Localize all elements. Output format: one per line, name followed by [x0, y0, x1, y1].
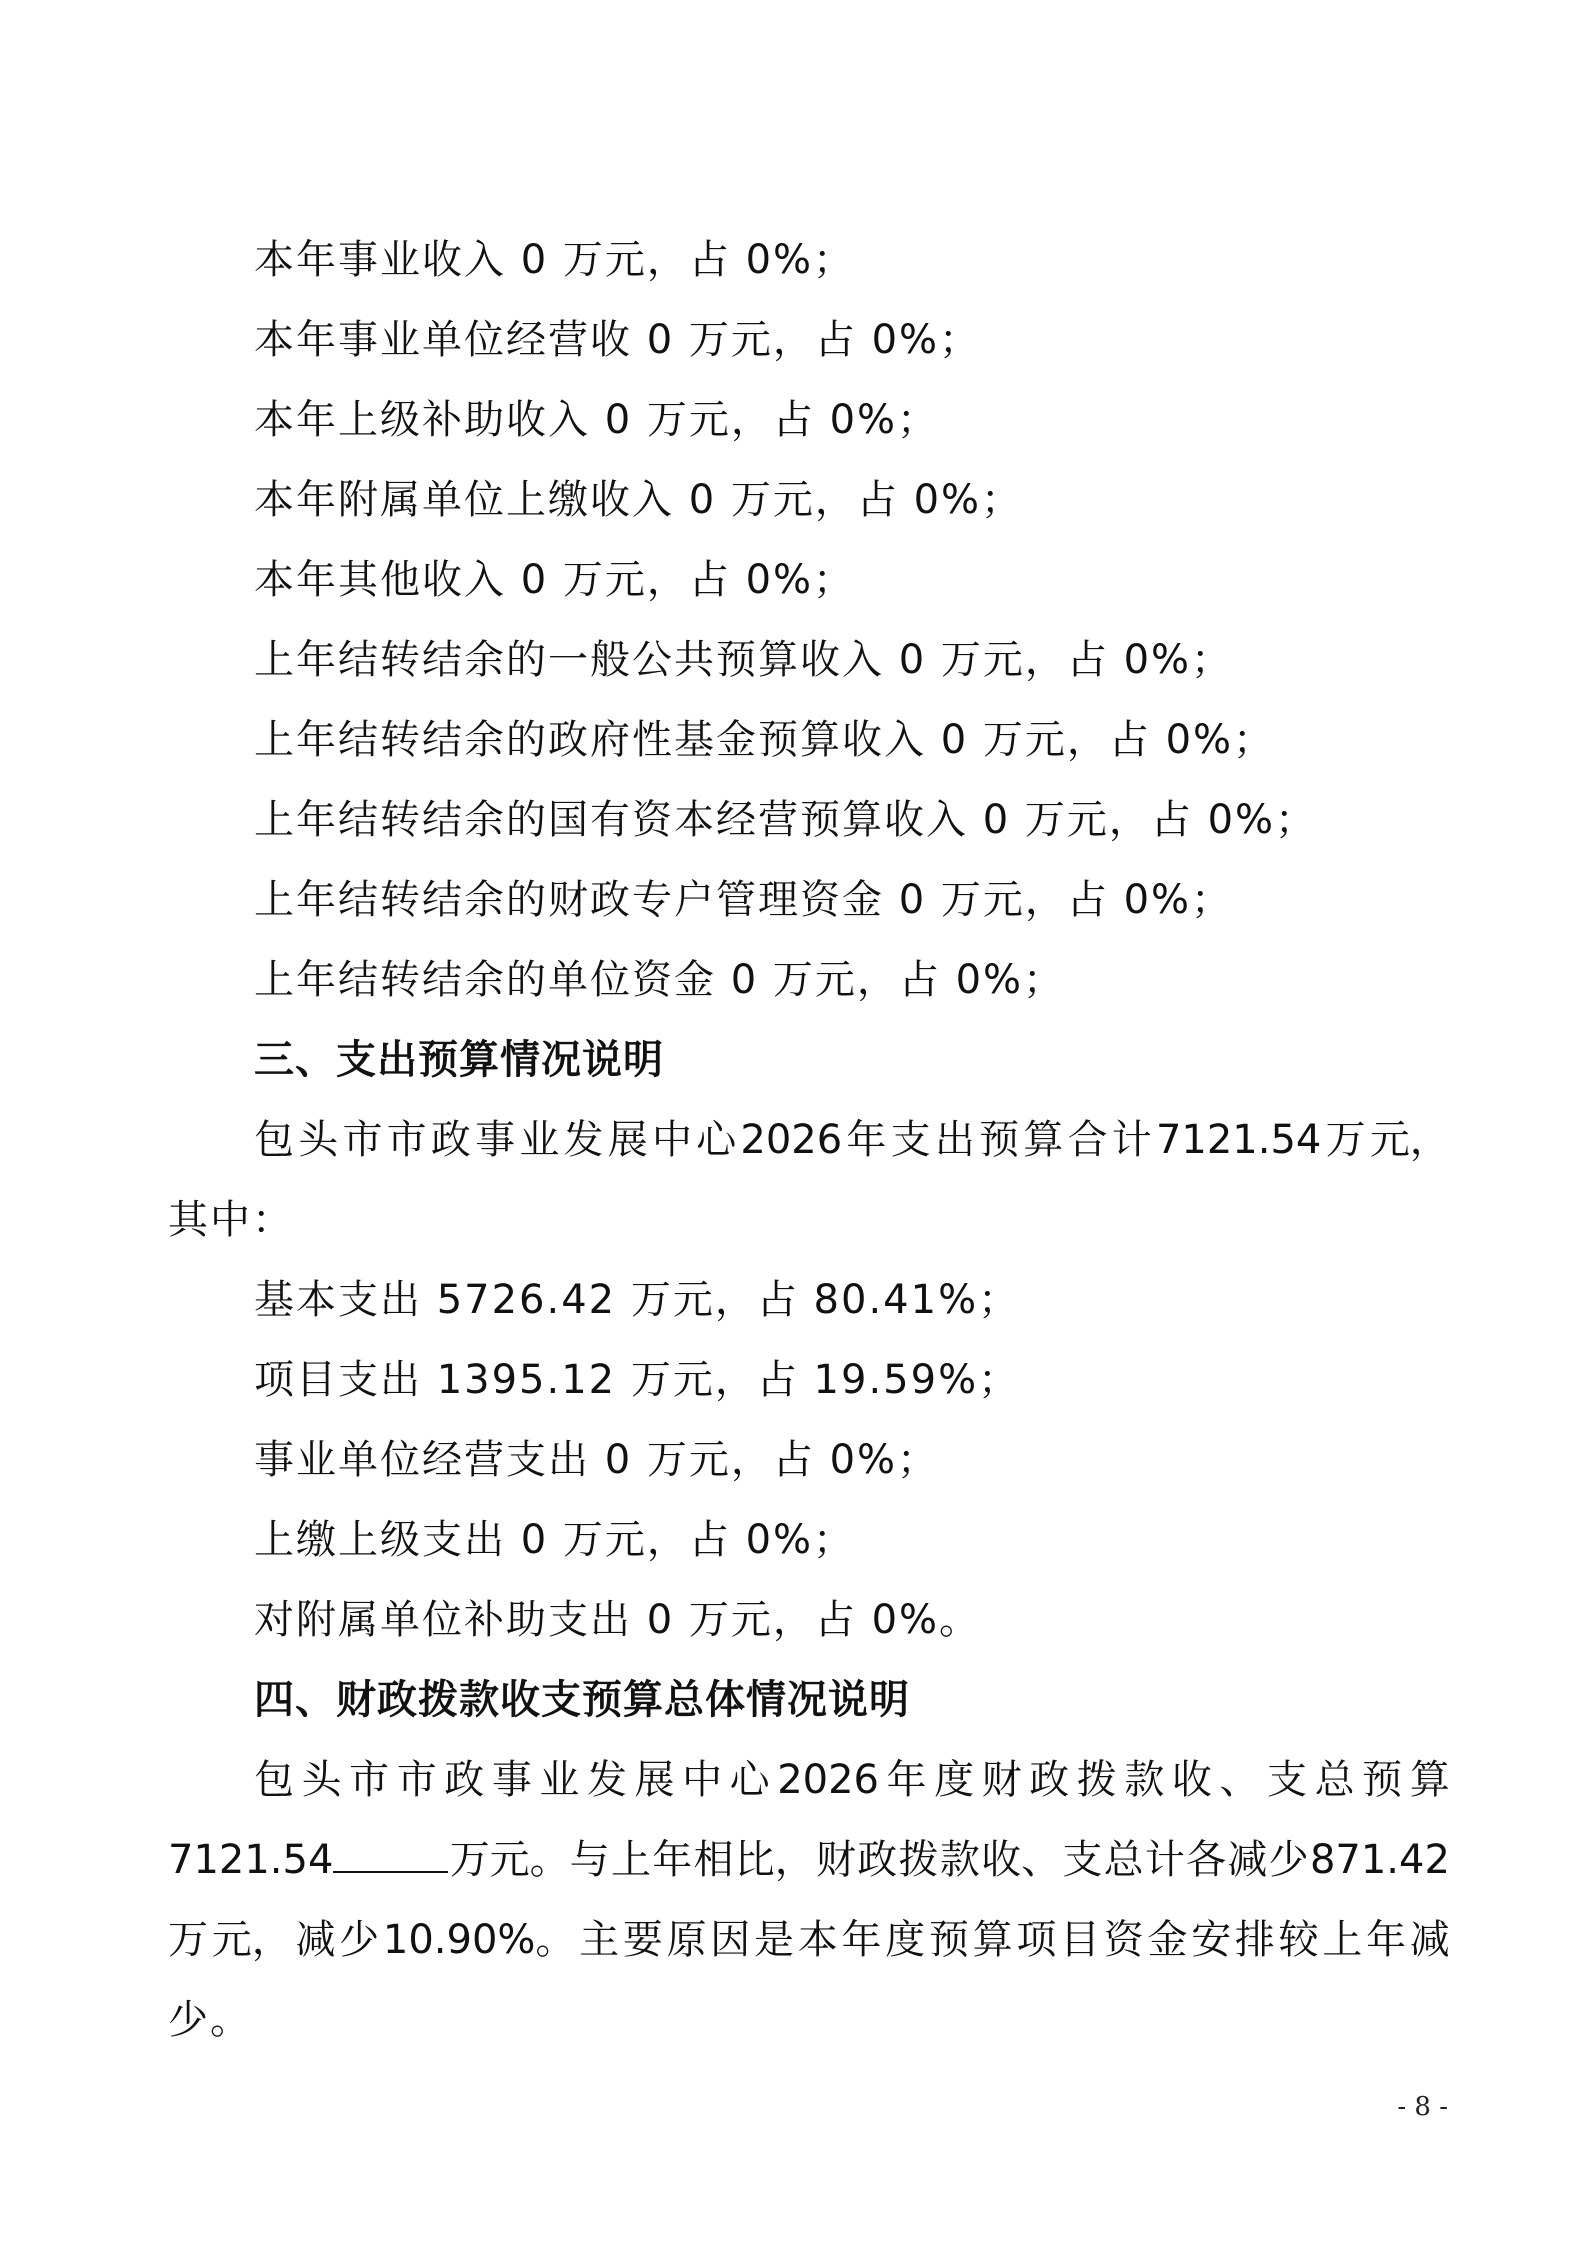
- income-item: 本年上级补助收入 0 万元，占 0%；: [254, 397, 940, 443]
- text-segment: 871.42: [1309, 1837, 1450, 1883]
- text-segment: 比，: [734, 1837, 815, 1883]
- text-segment: 预: [979, 1117, 1020, 1163]
- text-segment: 本: [797, 1917, 838, 1963]
- paragraph-line: [254, 1115, 1450, 1165]
- text-segment: 算: [1023, 1117, 1064, 1163]
- text-segment: 度: [885, 1917, 926, 1963]
- expense-item: 上缴上级支出 0 万元，占 0%；: [254, 1517, 856, 1563]
- paragraph-line: 其中：: [168, 1197, 294, 1243]
- text-segment: 预: [1362, 1757, 1403, 1803]
- text-segment: 减: [295, 1917, 336, 1963]
- text-segment: 市: [396, 1757, 437, 1803]
- text-segment: 减: [1409, 1917, 1450, 1963]
- text-segment: 计: [1111, 1117, 1152, 1163]
- text-segment: 拨: [898, 1837, 939, 1883]
- text-segment: 政: [1029, 1757, 1070, 1803]
- text-segment: 安: [1191, 1917, 1232, 1963]
- amount-with-blank: [168, 1835, 448, 1885]
- text-segment: 上: [1322, 1917, 1363, 1963]
- text-segment: 业: [519, 1117, 560, 1163]
- text-segment: 7121.54: [1155, 1117, 1322, 1163]
- income-item: 上年结转结余的单位资金 0 万元，占 0%；: [254, 957, 1066, 1003]
- text-segment: 政: [444, 1757, 485, 1803]
- text-segment: 市: [349, 1757, 390, 1803]
- text-segment: 头: [298, 1117, 339, 1163]
- text-segment: 算: [972, 1917, 1013, 1963]
- page-number: - 8 -: [1397, 2092, 1448, 2122]
- amount-value: 7121.54: [168, 1837, 334, 1883]
- paragraph-line: [168, 1835, 1450, 1885]
- expense-item: 事业单位经营支出 0 万元，占 0%；: [254, 1437, 940, 1483]
- text-segment: 总: [1314, 1757, 1355, 1803]
- text-segment: 万: [1325, 1117, 1366, 1163]
- paragraph-line: [168, 1915, 1450, 1965]
- text-segment: 收: [1171, 1757, 1212, 1803]
- income-item: 上年结转结余的国有资本经营预算收入 0 万元，占 0%；: [254, 797, 1318, 843]
- text-segment: 市: [342, 1117, 383, 1163]
- text-segment: 政: [430, 1117, 471, 1163]
- text-segment: 年: [886, 1757, 927, 1803]
- text-segment: 款: [939, 1837, 980, 1883]
- text-segment: 年: [1366, 1917, 1407, 1963]
- text-segment: 收、: [981, 1837, 1062, 1883]
- section-heading: 三、支出预算情况说明: [254, 1037, 664, 1083]
- income-item: 本年事业收入 0 万元，占 0%；: [254, 237, 856, 283]
- text-segment: 计: [1144, 1837, 1185, 1883]
- text-segment: 中: [651, 1117, 692, 1163]
- text-segment: 中: [682, 1757, 723, 1803]
- expense-item: 项目支出 1395.12 万元，占 19.59%；: [254, 1357, 1021, 1403]
- text-segment: 包: [254, 1117, 294, 1163]
- text-segment: 财: [981, 1757, 1022, 1803]
- text-segment: 元，: [1369, 1117, 1450, 1163]
- text-segment: 、: [1219, 1757, 1260, 1803]
- text-segment: 10.90%。: [382, 1917, 576, 1963]
- text-segment: 展: [607, 1117, 648, 1163]
- text-segment: 排: [1234, 1917, 1275, 1963]
- text-segment: 少: [1268, 1837, 1309, 1883]
- text-segment: 包: [254, 1757, 294, 1803]
- blank-underline: [333, 1837, 448, 1873]
- text-segment: 拨: [1076, 1757, 1117, 1803]
- income-item: 上年结转结余的财政专户管理资金 0 万元，占 0%；: [254, 877, 1234, 923]
- expense-item: 基本支出 5726.42 万元，占 80.41%；: [254, 1277, 1021, 1323]
- paragraph-line: 少。: [168, 1997, 252, 2043]
- text-segment: 原: [666, 1917, 707, 1963]
- income-item: 上年结转结余的政府性基金预算收入 0 万元，占 0%；: [254, 717, 1276, 763]
- text-segment: 款: [1124, 1757, 1165, 1803]
- text-segment: 主: [579, 1917, 620, 1963]
- text-segment: 市: [386, 1117, 427, 1163]
- income-item: 本年附属单位上缴收入 0 万元，占 0%；: [254, 477, 1024, 523]
- text-segment: 支: [890, 1117, 931, 1163]
- text-segment: 少: [339, 1917, 380, 1963]
- text-segment: 上: [610, 1837, 651, 1883]
- income-item: 本年其他收入 0 万元，占 0%；: [254, 557, 856, 603]
- text-segment: 相: [693, 1837, 734, 1883]
- text-segment: 业: [539, 1757, 580, 1803]
- text-segment: 2026: [777, 1757, 879, 1803]
- text-segment: 财: [816, 1837, 857, 1883]
- text-segment: 资: [1103, 1917, 1144, 1963]
- text-segment: 万: [168, 1917, 208, 1963]
- text-segment: 合: [1067, 1117, 1108, 1163]
- text-segment: 心: [729, 1757, 770, 1803]
- text-segment: 2026: [740, 1117, 843, 1163]
- text-segment: 政: [857, 1837, 898, 1883]
- text-segment: 心: [696, 1117, 737, 1163]
- text-segment: 目: [1060, 1917, 1101, 1963]
- text-segment: 支: [1062, 1837, 1103, 1883]
- text-segment: 算: [1409, 1757, 1450, 1803]
- text-segment: 因: [710, 1917, 751, 1963]
- text-segment: 展: [634, 1757, 675, 1803]
- text-segment: 年: [846, 1117, 887, 1163]
- income-item: 上年结转结余的一般公共预算收入 0 万元，占 0%；: [254, 637, 1234, 683]
- text-segment: 度: [934, 1757, 975, 1803]
- text-segment: 万元。与: [449, 1837, 610, 1883]
- text-segment: 发: [563, 1117, 604, 1163]
- text-segment: 出: [934, 1117, 975, 1163]
- section-heading: 四、财政拨款收支预算总体情况说明: [254, 1677, 910, 1723]
- text-segment: 是: [754, 1917, 794, 1963]
- text-segment: 事: [475, 1117, 516, 1163]
- text-segment: 项: [1016, 1917, 1057, 1963]
- text-segment: 年: [652, 1837, 693, 1883]
- text-segment: 头: [301, 1757, 342, 1803]
- text-segment: 减: [1227, 1837, 1268, 1883]
- text-segment: 元，: [211, 1917, 292, 1963]
- text-segment: 支: [1267, 1757, 1308, 1803]
- expense-item: 对附属单位补助支出 0 万元，占 0%。: [254, 1597, 982, 1643]
- text-segment: 年: [841, 1917, 882, 1963]
- text-segment: 要: [622, 1917, 663, 1963]
- text-segment: 总: [1103, 1837, 1144, 1883]
- text-segment: 事: [491, 1757, 532, 1803]
- text-segment: 预: [928, 1917, 969, 1963]
- paragraph-line: [254, 1755, 1450, 1805]
- text-segment: 金: [1147, 1917, 1188, 1963]
- text-segment: 各: [1186, 1837, 1227, 1883]
- income-item: 本年事业单位经营收 0 万元，占 0%；: [254, 317, 982, 363]
- text-segment: 较: [1278, 1917, 1319, 1963]
- text-segment: 发: [586, 1757, 627, 1803]
